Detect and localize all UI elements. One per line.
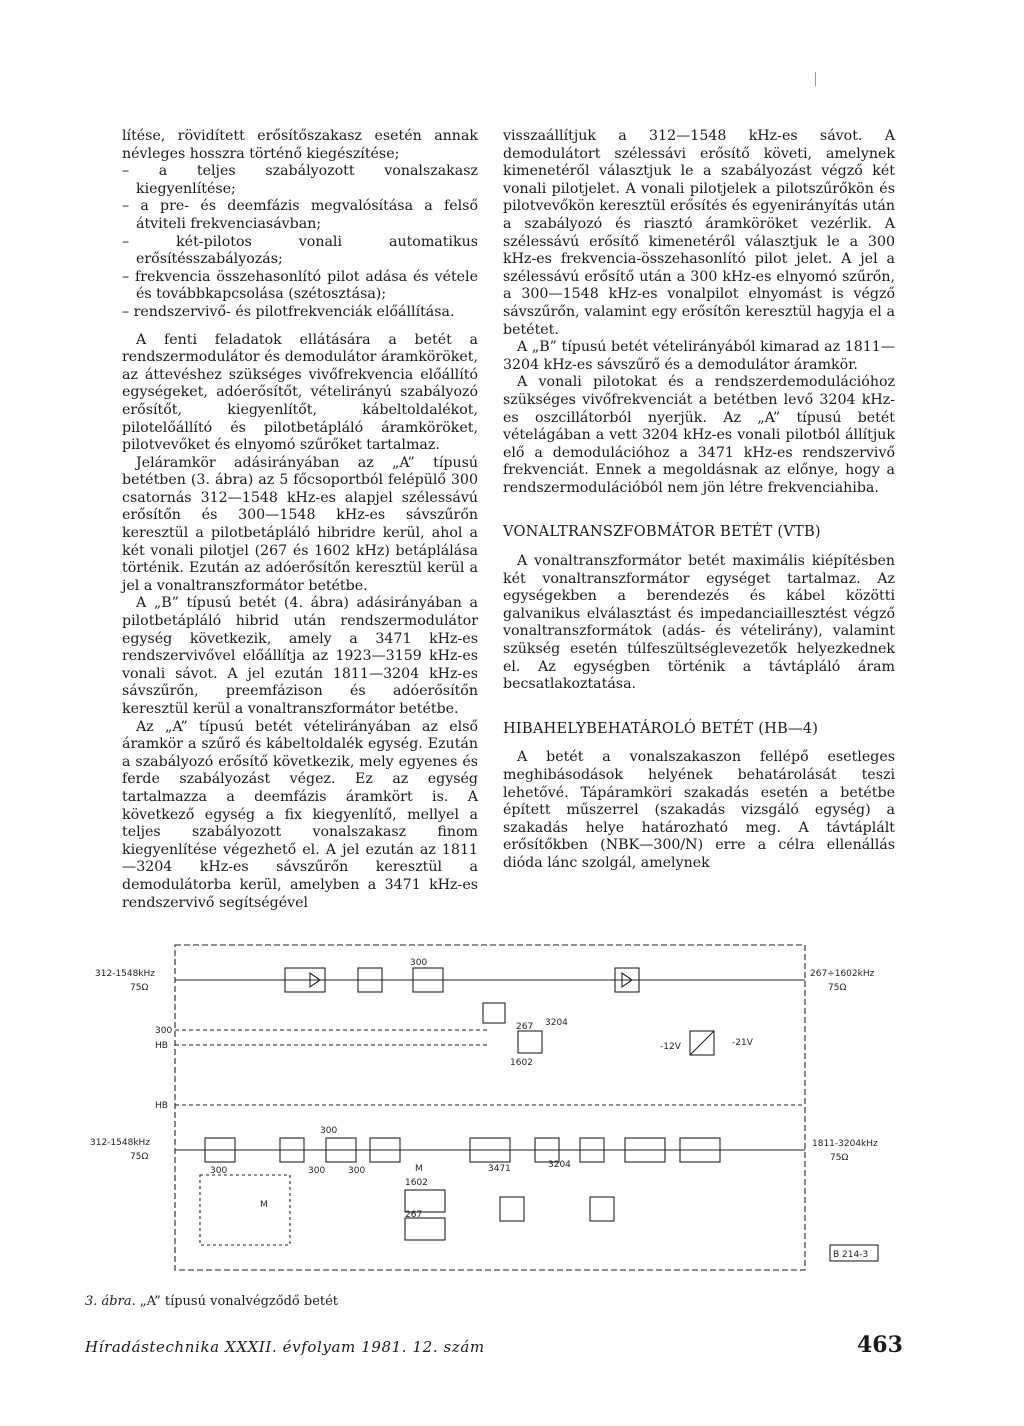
label-m: M [415, 1164, 423, 1174]
caption-text: „A” típusú vonalvégződő betét [139, 1294, 339, 1309]
section-heading: HIBAHELYBEHATÁROLÓ BETÉT (HB—4) [503, 719, 819, 737]
label-m: M [260, 1200, 268, 1210]
label-input-rx: 312-1548kHz [90, 1138, 151, 1148]
label-hb: HB [155, 1101, 168, 1111]
page-number: 463 [857, 1332, 903, 1358]
label-1602: 1602 [510, 1058, 533, 1068]
label-3204: 3204 [545, 1018, 568, 1028]
module-frame [175, 945, 805, 1270]
paragraph: A betét a vonalszakaszon fellépő esetleges meghibásodások helyének behatárolását teszi lehetővé. Tápáramköri szakadás esetén a betétbe épített műszerrel (szakadás vizsgáló egység) a szakadás helye határozható meg. A távtáplált erősítőkben (NBK—300/N) erre a célra ellenállás dióda lánc szolgál, amelynek [503, 749, 895, 871]
list-item: – a pre- és deemfázis megvalósítása a felső átviteli frekvenciasávban; [122, 198, 478, 232]
label-267: 267 [405, 1210, 423, 1220]
figure-caption [85, 1294, 338, 1309]
paragraph: A fenti feladatok ellátására a betét a rendszermodulátor és demodulátor áramköröket, az áttevéshez szükséges vivőfrekvencia előállító egységeket, adóerősítőt, vételirányú szabályozó erősítőt, kiegyenlítőt, kábeltoldalékot, pilotelőállító és pilotbetápláló áramköröket, pilotvevőket és elnyomó szűrőket tartalmaz. [122, 331, 478, 454]
label-output-tx: 267÷1602kHz [810, 969, 875, 979]
caption-number: 3. ábra. [85, 1294, 136, 1309]
list-item: – frekvencia összehasonlító pilot adása és vétele és továbbkapcsolása (szétosztása); [122, 268, 478, 303]
paragraph: A „B” típusú betét (4. ábra) adásirányában a pilotbetápláló hibrid után rendszermodulátor egység következik, amely a 3471 kHz-es rendszervivővel előállítja az 1923—3159 kHz-es vonali sávot. A jel ezután 1811—3204 kHz-es sávszűrőn, preemfázison és adóerősítőn keresztül kerül a vonaltranszformátor betétbe. [122, 595, 478, 717]
label-300: 300 [155, 1026, 173, 1036]
oscillator-block [518, 1031, 542, 1053]
label-minus-12v: -12V [660, 1042, 681, 1052]
label-ohm: 75Ω [830, 1153, 849, 1163]
block-diagram [70, 935, 930, 1275]
paragraph: lítése, rövidített erősítőszakasz esetén annak névleges hosszra történő kiegészítése; [122, 128, 478, 162]
label-minus-21v: -21V [732, 1038, 753, 1048]
label-ohm: 75Ω [130, 1152, 149, 1162]
label-300: 300 [210, 1166, 228, 1176]
label-3471: 3471 [488, 1164, 511, 1174]
label-input-tx: 312-1548kHz [95, 969, 156, 979]
label-output-rx: 1811-3204kHz [812, 1139, 878, 1149]
list-item: – rendszervivő- és pilotfrekvenciák előállítása. [122, 303, 455, 320]
label-ohm: 75Ω [130, 983, 149, 993]
paragraph: A vonali pilotokat és a rendszerdemodulációhoz szükséges vivőfrekvenciát a betétben levő 3204 kHz-es oszcillátorból nyerjük. Az „A” típusú betét vételágában a vett 3204 kHz-es vonali pilotból állítjuk elő a demodulációhoz a 3471 kHz-es rendszervivő frekvenciát. Ennek a megoldásnak az előnye, hogy a rendszermodulációból nem jön létre frekvenciahiba. [503, 374, 895, 496]
label-hb: HB [155, 1041, 168, 1051]
scan-mark [815, 72, 816, 86]
left-column [122, 128, 478, 912]
paragraph: visszaállítjuk a 312—1548 kHz-es sávot. A demodulátort szélessávi erősítő követi, amelynek kimenetéről választjuk le a szabályozást végző két vonali pilotjelet. A vonali pilotjelek a pilotszűrőkön és pilotvevőkön keresztül erősítés és egyenirányítás után a szabályozó és riasztó áramköröket vezérlik. A szélessávú erősítő kimenetéről választjuk le a 300 kHz-es frekvencia-összehasonlító pilot jelet. A jel a szélessávú erősítő után a 300 kHz-es elnyomó szűrőn, a 300—1548 kHz-es vonalpilot elnyomást is végző sávszűrőn, valamint egy erősítőn keresztül hagyja el a betétet. [503, 128, 895, 338]
label-300-mid: 300 [320, 1126, 338, 1136]
paragraph: Az „A” típusú betét vételirányában az első áramkör a szűrő és kábeltoldalék egység. Ezután a szabályozó erősítő következik, mely egyenes és ferde szabályozást végez. Ez az egység tartalmazza a deemfázis áramkört is. A következő egység a fix kiegyenlítő, mellyel a teljes szabályozott vonalszakasz finom kiegyenlítése végezhető el. A jel ezután az 1811—3204 kHz-es sávszűrőn keresztül a demodulátorba kerül, amelyben a 3471 kHz-es rendszervivő segítségével [122, 718, 478, 911]
label-300: 300 [348, 1166, 366, 1176]
paragraph: A „B” típusú betét vételirányából kimarad az 1811—3204 kHz-es sávszűrő és a demodulátor áramkör. [503, 339, 895, 373]
label-ohm: 75Ω [828, 983, 847, 993]
list-item: – két-pilotos vonali automatikus erősítésszabályozás; [122, 233, 478, 268]
label-3204: 3204 [548, 1160, 571, 1170]
section-heading: VONALTRANSZFOBMÁTOR BETÉT (VTB) [503, 523, 821, 541]
journal-footer: Híradástechnika XXXII. évfolyam 1981. 12. szám [85, 1338, 485, 1356]
right-column [503, 128, 895, 873]
label-300-top: 300 [410, 958, 428, 968]
list-item: – a teljes szabályozott vonalszakasz kiegyenlítése; [122, 163, 478, 197]
paragraph: Jeláramkör adásirányában az „A” típusú betétben (3. ábra) az 5 főcsoportból felépülő 300 csatornás 312—1548 kHz-es alapjel szélessávú erősítőn és 300—1548 kHz-es sávszűrőn keresztül a pilotbetápláló hibridre kerül, ahol a két vonali pilotjel (267 és 1602 kHz) betáplálása történik. Ezután az adóerősítőn keresztül kerül a jel a vonaltranszformátor betétbe. [122, 454, 478, 594]
paragraph: A vonaltranszformátor betét maximális kiépítésben két vonaltranszformátor egységet tartalmaz. Az egységekben a berendezés és kábel közötti galvanikus elválasztást és impedanciaillesztést végző vonaltranszformátok (adás- és vételirány), valamint szükség esetén túlfeszültséglevezetők helyezkednek el. Az egységben történik a távtápláló áram becsatlakoztatása. [503, 553, 895, 693]
label-300: 300 [308, 1166, 326, 1176]
label-1602: 1602 [405, 1178, 428, 1188]
label-267: 267 [516, 1022, 534, 1032]
figure-code: B 214-3 [833, 1250, 869, 1260]
pilot-source-block [483, 1003, 505, 1023]
